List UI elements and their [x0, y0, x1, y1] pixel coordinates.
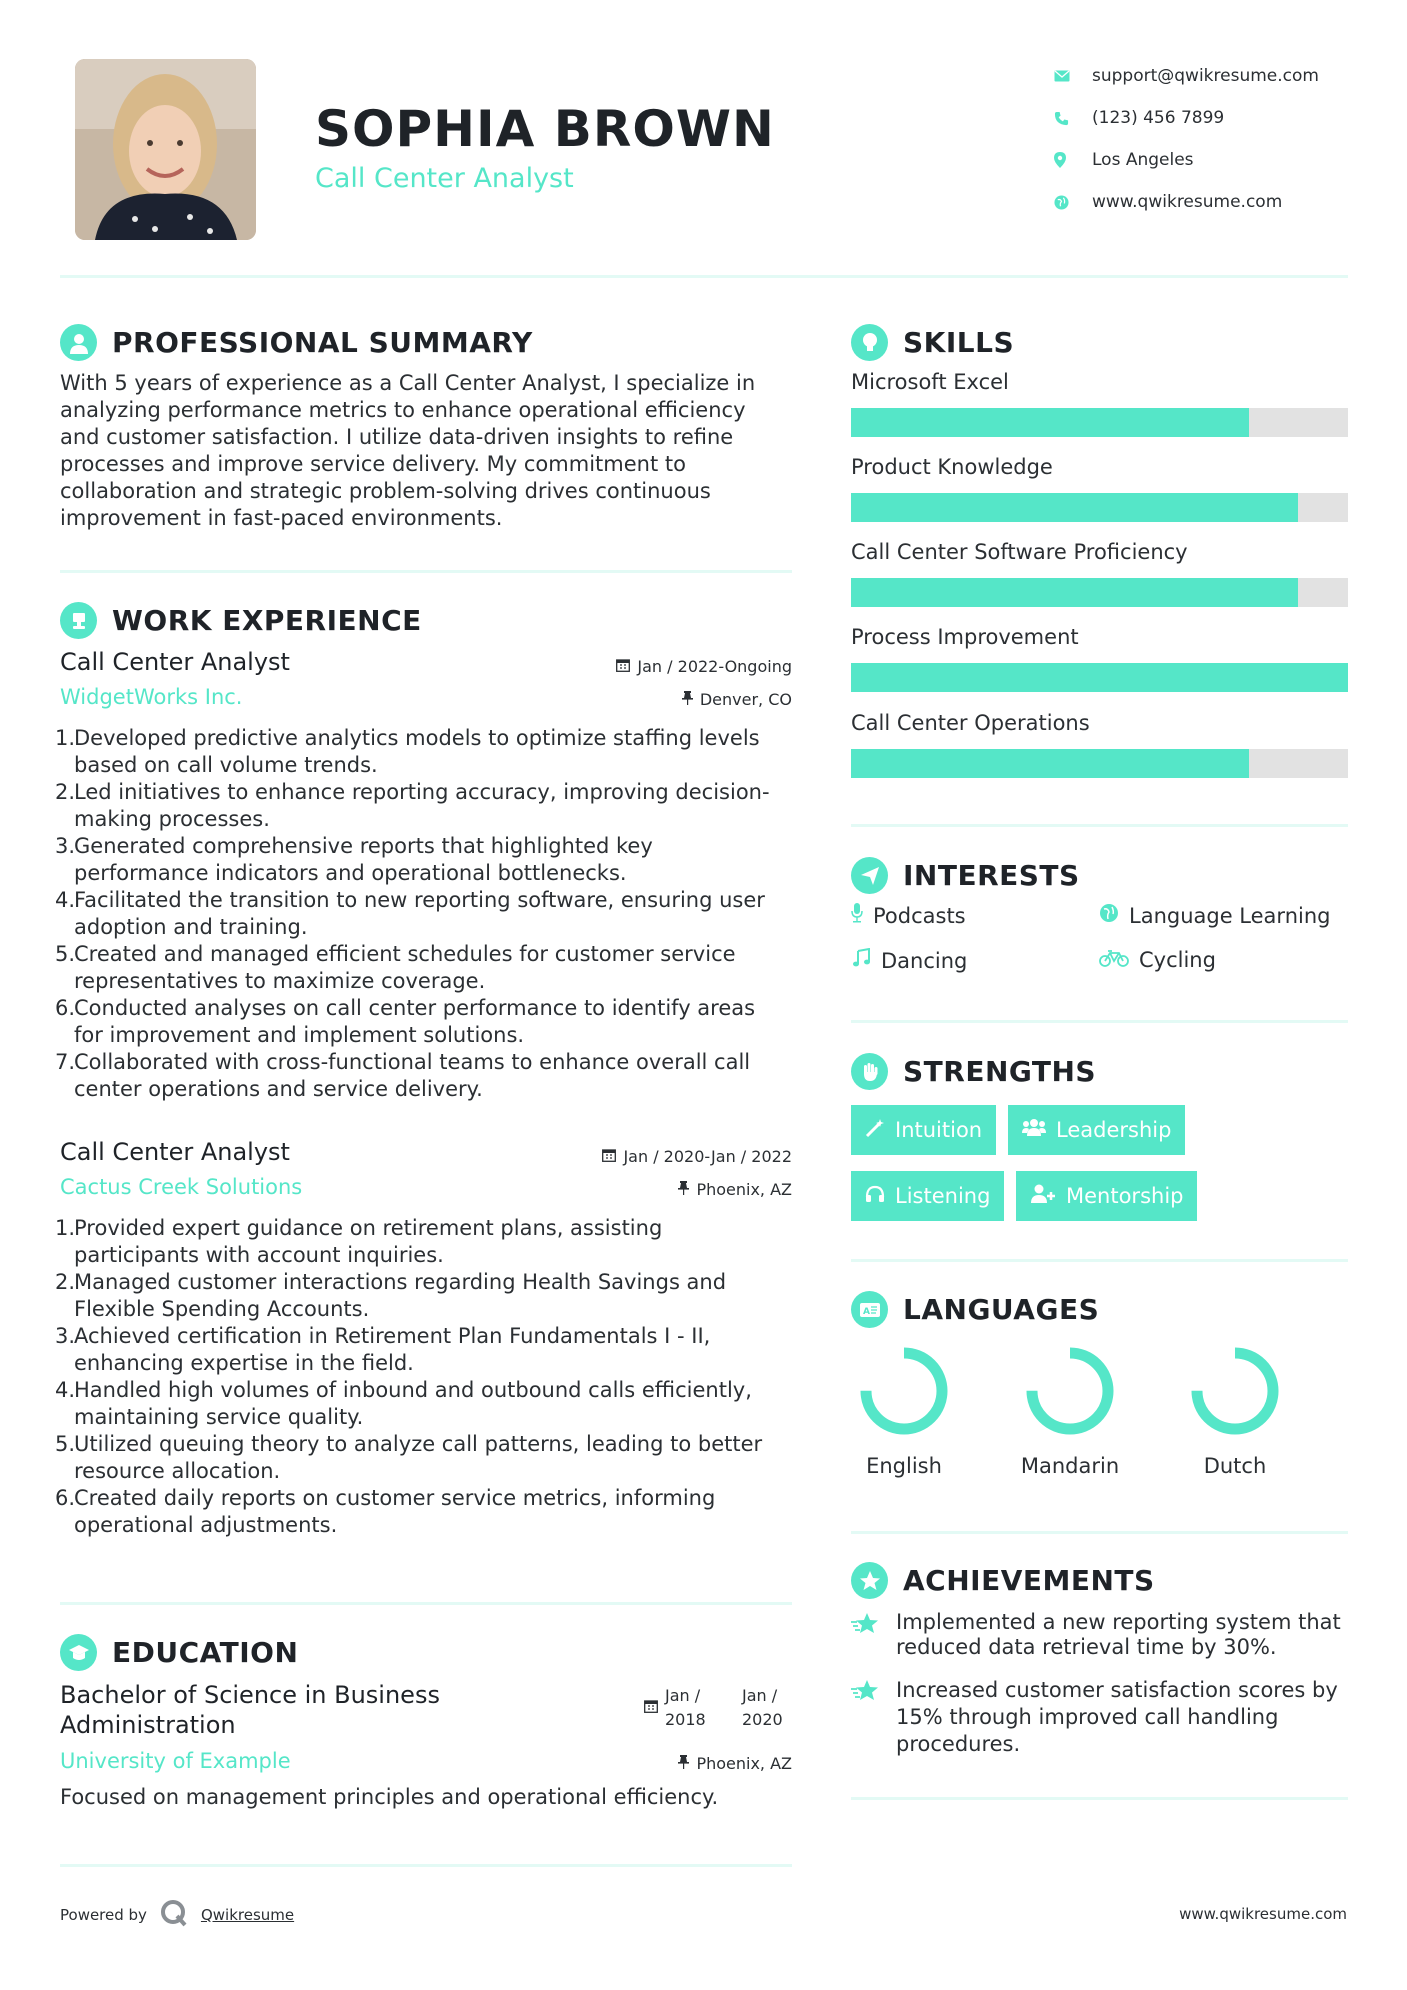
list-item: 2. Led initiatives to enhance reporting accuracy, improving decision- making processes.	[55, 780, 770, 831]
map-pin-icon	[1054, 152, 1092, 168]
candidate-role: Call Center Analyst	[315, 163, 574, 194]
user-plus-icon	[1030, 1184, 1056, 1209]
education-title: EDUCATION	[112, 1636, 299, 1669]
contact-location-text: Los Angeles	[1092, 150, 1194, 170]
summary-line: processes and improve service delivery. My commitment to	[60, 452, 686, 476]
language-name: English	[866, 1454, 942, 1478]
calendar-icon	[644, 1696, 658, 1720]
envelope-icon	[1054, 70, 1092, 82]
globe-icon	[1099, 903, 1119, 928]
interest-label: Podcasts	[873, 903, 966, 928]
skill-name: Microsoft Excel	[851, 370, 1009, 394]
date-end-year: 2020	[742, 1710, 783, 1729]
powered-by-text: Powered by	[60, 1906, 147, 1924]
education-location	[678, 1754, 792, 1773]
job-location-text: Phoenix, AZ	[696, 1180, 792, 1199]
magic-wand-icon	[865, 1118, 885, 1143]
star-icon	[851, 1677, 896, 1758]
education-description: Focused on management principles and operational efficiency.	[60, 1785, 719, 1809]
skill-bar-fill	[851, 749, 1249, 778]
job-duties	[55, 725, 792, 1103]
list-item: 4. Facilitated the transition to new reporting software, ensuring user adoption and training.	[55, 888, 765, 939]
job-title: Call Center Analyst	[60, 648, 290, 676]
bicycle-icon	[1099, 948, 1129, 972]
headphones-icon	[865, 1184, 885, 1208]
strengths-divider	[851, 1259, 1348, 1262]
strength-tag	[851, 1105, 996, 1155]
skill-name: Process Improvement	[851, 625, 1079, 649]
job-entry	[55, 648, 792, 1103]
svg-text:A: A	[862, 1306, 870, 1317]
interest-label: Language Learning	[1129, 903, 1331, 928]
profile-photo	[75, 59, 256, 240]
calendar-icon	[616, 657, 630, 676]
job-location	[678, 1180, 792, 1199]
list-item: 3. Generated comprehensive reports that highlighted key performance indicators and operational bottlenecks.	[55, 834, 653, 885]
star-badge-icon	[851, 1562, 888, 1599]
calendar-icon	[602, 1147, 616, 1166]
degree-line: Administration	[60, 1711, 236, 1739]
skill-bar	[851, 493, 1348, 522]
summary-line: improvement in fast-paced environments.	[60, 506, 503, 530]
achievements-title: ACHIEVEMENTS	[903, 1564, 1155, 1597]
languages-divider	[851, 1531, 1348, 1534]
education-entry	[60, 1680, 792, 1809]
date-start-month: Jan /	[665, 1686, 701, 1705]
strength-tag	[1016, 1171, 1197, 1221]
education-location-text: Phoenix, AZ	[696, 1754, 792, 1773]
language-name: Mandarin	[1020, 1454, 1120, 1478]
skill-bar	[851, 578, 1348, 607]
contact-location	[1054, 139, 1374, 181]
list-item: 6. Created daily reports on customer service metrics, informing operational adjustments.	[55, 1486, 716, 1537]
qwikresume-logo-icon	[159, 1898, 189, 1932]
work-heading	[60, 602, 422, 639]
degree	[60, 1680, 480, 1740]
skill-item	[851, 711, 1348, 778]
phone-icon	[1054, 111, 1092, 126]
contact-phone[interactable]	[1054, 97, 1374, 139]
skill-item	[851, 455, 1348, 522]
pushpin-icon	[682, 690, 693, 709]
brand-link[interactable]: Qwikresume	[200, 1906, 295, 1924]
raised-hand-icon	[851, 1053, 888, 1090]
interests-divider	[851, 1020, 1348, 1023]
list-item: 5. Created and managed efficient schedules for customer service representatives to maximize coverage.	[55, 942, 736, 993]
language-item	[849, 1346, 959, 1478]
language-name: Dutch	[1203, 1454, 1267, 1478]
pushpin-icon	[678, 1754, 689, 1773]
star-icon	[851, 1610, 896, 1660]
contact-phone-text: (123) 456 7899	[1092, 108, 1225, 128]
microphone-icon	[851, 903, 863, 928]
list-item: 7. Collaborated with cross-functional teams to enhance overall call center operations and service delivery.	[55, 1050, 751, 1101]
summary-heading	[60, 324, 533, 361]
achievement-line: Increased customer satisfaction scores by	[896, 1678, 1338, 1702]
strength-label: Mentorship	[1066, 1184, 1184, 1208]
skill-bar	[851, 749, 1348, 778]
education-divider	[60, 1864, 792, 1867]
list-item: 1. Provided expert guidance on retirement plans, assisting participants with account inquiries.	[55, 1216, 663, 1267]
list-item: 4. Handled high volumes of inbound and outbound calls efficiently, maintaining service quality.	[55, 1378, 752, 1429]
footer-powered-by	[60, 1898, 294, 1932]
paper-plane-icon	[851, 857, 888, 894]
date-end-month: Jan /	[742, 1686, 778, 1705]
interest-item	[1099, 903, 1330, 928]
achievement-line: 15% through improved call handling	[896, 1705, 1279, 1729]
language-item	[1180, 1346, 1290, 1478]
strength-label: Intuition	[895, 1118, 983, 1142]
skill-item	[851, 370, 1348, 437]
skill-name: Call Center Software Proficiency	[851, 540, 1188, 564]
work-divider	[60, 1602, 792, 1605]
strengths-title: STRENGTHS	[903, 1055, 1097, 1088]
job-duties	[55, 1215, 792, 1539]
skill-bar-fill	[851, 408, 1249, 437]
skill-bar	[851, 663, 1348, 692]
music-note-icon	[851, 948, 871, 973]
job-location-text: Denver, CO	[699, 690, 792, 709]
list-item: 2. Managed customer interactions regarding Health Savings and Flexible Spending Accounts.	[55, 1270, 727, 1321]
skill-name: Call Center Operations	[851, 711, 1090, 735]
summary-title: PROFESSIONAL SUMMARY	[112, 326, 533, 359]
degree-line: Bachelor of Science in Business	[60, 1681, 440, 1709]
job-date-text: Jan / 2020-Jan / 2022	[623, 1147, 792, 1166]
pushpin-icon	[678, 1180, 689, 1199]
skills-title: SKILLS	[903, 326, 1015, 359]
achievement-line: Implemented a new reporting system that	[896, 1610, 1341, 1634]
language-ring	[1190, 1346, 1280, 1436]
summary-divider	[60, 570, 792, 573]
contact-email-text: support@qwikresume.com	[1092, 66, 1319, 86]
job-date	[602, 1147, 792, 1166]
achievement-line: procedures.	[896, 1732, 1021, 1756]
education-date	[644, 1684, 792, 1732]
job-company: Cactus Creek Solutions	[60, 1175, 303, 1199]
globe-icon	[1054, 195, 1092, 210]
school-name: University of Example	[60, 1749, 291, 1773]
achievement-item	[851, 1610, 1361, 1660]
list-item: 5. Utilized queuing theory to analyze call patterns, leading to better resource allocation.	[55, 1432, 763, 1483]
job-entry	[55, 1138, 792, 1539]
summary-line: analyzing performance metrics to enhance operational efficiency	[60, 398, 746, 422]
interests-heading	[851, 857, 1080, 894]
skills-divider	[851, 824, 1348, 827]
languages-heading	[851, 1291, 1099, 1328]
user-icon	[60, 324, 97, 361]
skill-bar-fill	[851, 578, 1298, 607]
language-item	[1015, 1346, 1125, 1478]
education-heading	[60, 1634, 298, 1671]
job-title: Call Center Analyst	[60, 1138, 290, 1166]
briefcase-icon	[60, 602, 97, 639]
strengths-heading	[851, 1053, 1096, 1090]
language-ring	[859, 1346, 949, 1436]
skills-heading	[851, 324, 1014, 361]
job-date	[616, 657, 792, 676]
lightbulb-icon	[851, 324, 888, 361]
achievements-heading	[851, 1562, 1155, 1599]
work-title: WORK EXPERIENCE	[112, 604, 422, 637]
interests-title: INTERESTS	[903, 859, 1080, 892]
interest-label: Dancing	[881, 948, 968, 973]
contact-website[interactable]	[1054, 181, 1374, 223]
achievements-divider	[851, 1797, 1348, 1800]
skill-name: Product Knowledge	[851, 455, 1053, 479]
candidate-name: SOPHIA BROWN	[315, 100, 775, 158]
summary-line: With 5 years of experience as a Call Center Analyst, I specialize in	[60, 371, 756, 395]
list-item: 1. Developed predictive analytics models to optimize staffing levels based on call volume trends.	[55, 726, 760, 777]
achievement-line: reduced data retrieval time by 30%.	[896, 1635, 1277, 1659]
skill-bar-fill	[851, 493, 1298, 522]
contact-email[interactable]	[1054, 55, 1374, 97]
interest-item	[851, 903, 966, 928]
achievement-item	[851, 1677, 1361, 1758]
strength-label: Listening	[895, 1184, 991, 1208]
skill-item	[851, 540, 1348, 607]
date-start-year: 2018	[665, 1710, 706, 1729]
header-divider	[60, 275, 1348, 278]
language-card-icon	[851, 1291, 888, 1328]
skill-bar-fill	[851, 663, 1348, 692]
contact-list	[1054, 55, 1374, 223]
contact-website-text: www.qwikresume.com	[1092, 192, 1283, 212]
list-item: 6. Conducted analyses on call center performance to identify areas for improvement and implement solutions.	[55, 996, 756, 1047]
interest-item	[851, 948, 967, 973]
job-location	[682, 690, 792, 709]
interest-item	[1099, 948, 1216, 972]
strength-label: Leadership	[1056, 1118, 1172, 1142]
language-ring	[1025, 1346, 1115, 1436]
users-icon	[1022, 1118, 1046, 1143]
skill-item	[851, 625, 1348, 692]
strength-tag	[1008, 1105, 1185, 1155]
list-item: 3. Achieved certification in Retirement Plan Fundamentals I - II, enhancing expertise in the field.	[55, 1324, 711, 1375]
languages-title: LANGUAGES	[903, 1293, 1100, 1326]
footer-url[interactable]: www.qwikresume.com	[1179, 1905, 1347, 1923]
job-date-text: Jan / 2022-Ongoing	[637, 657, 792, 676]
job-company: WidgetWorks Inc.	[60, 685, 243, 709]
summary-line: and customer satisfaction. I utilize data-driven insights to refine	[60, 425, 734, 449]
skill-bar	[851, 408, 1348, 437]
summary-line: collaboration and strategic problem-solving drives continuous	[60, 479, 711, 503]
graduation-icon	[60, 1634, 97, 1671]
strength-tag	[851, 1171, 1004, 1221]
interest-label: Cycling	[1139, 948, 1216, 972]
summary-text	[60, 370, 792, 532]
